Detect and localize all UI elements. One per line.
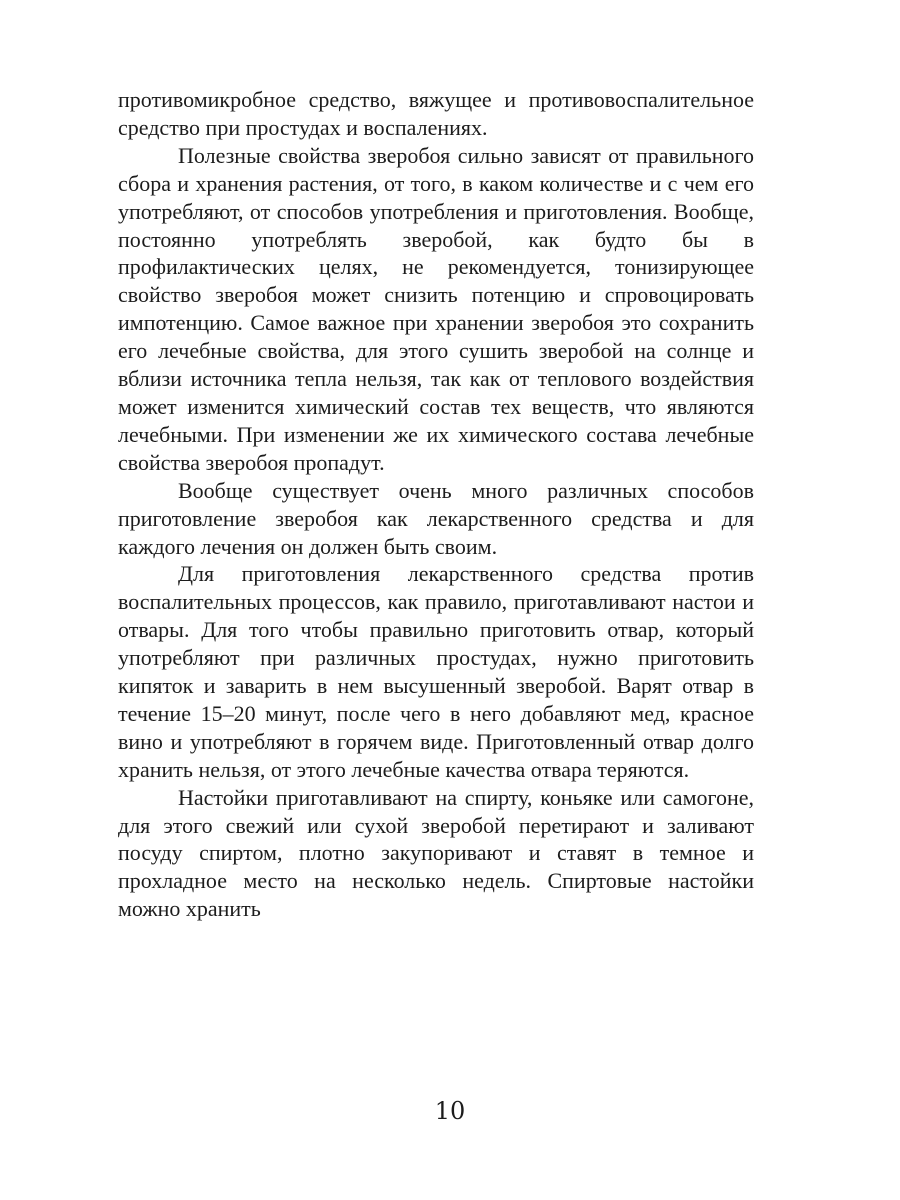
paragraph-storage: Полезные свойства зверобоя сильно зависят от правильного сбора и хранения растения, от того, в каком количестве и с чем его употребляют, от способов употребления и приготовления. Вообще, постоянно употреблять зверобой, как будто бы в профилактических целях, не рекомендуется, тонизирующее свойство зверобоя может снизить потенцию и спровоцировать импотенцию. Самое важное при хранении зверобоя это сохранить его лечебные свойства, для этого сушить зверобой на солнце и вблизи источника тепла нельзя, так как от теплового воздействия может изменится химический состав тех веществ, что являются лечебными. При изменении же их химического состава лечебные свойства зверобоя пропадут. bbox=[118, 142, 754, 475]
paragraph-continuation: противомикробное средство, вяжущее и противовоспалительное средство при простудах и воспалениях. bbox=[118, 87, 754, 140]
paragraph-methods: Вообще существует очень много различных способов приготовление зверобоя как лекарственного средства и для каждого лечения он должен быть своим. bbox=[118, 477, 754, 559]
paragraph-decoction: Для приготовления лекарственного средства против воспалительных процессов, как правило, приготавливают настои и отвары. Для того чтобы правильно приготовить отвар, который употребляют при различных простудах, нужно приготовить кипяток и заварить в нем высушенный зверобой. Варят отвар в течение 15–20 минут, после чего в него добавляют мед, красное вино и употребляют в горячем виде. Приготовленный отвар долго хранить нельзя, от этого лечебные качества отвара теряются. bbox=[118, 561, 754, 782]
body-text bbox=[118, 86, 754, 923]
paragraph-tincture: Настойки приготавливают на спирту, коньяке или самогоне, для этого свежий или сухой зверобой перетирают и заливают посуду спиртом, плотно закупоривают и ставят в темное и прохладное место на несколько недель. Спиртовые настойки можно хранить bbox=[118, 784, 754, 922]
page-number: 10 bbox=[434, 1097, 466, 1125]
